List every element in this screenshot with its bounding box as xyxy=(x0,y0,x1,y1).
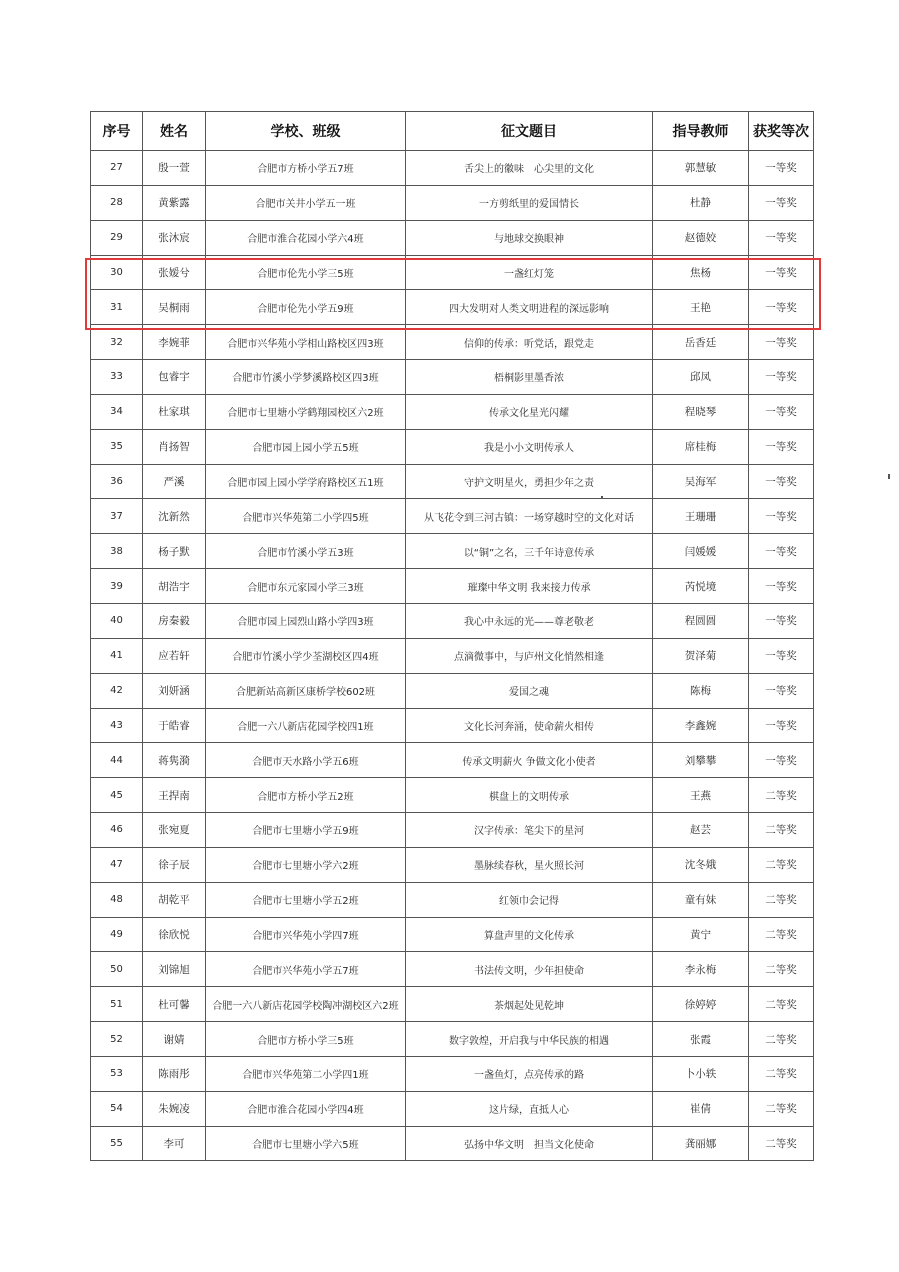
cell-name: 蒋隽漪 xyxy=(143,743,206,778)
cell-name: 刘锦旭 xyxy=(143,952,206,987)
cell-award: 二等奖 xyxy=(749,987,814,1022)
cell-school-class: 合肥市伦先小学三5班 xyxy=(206,255,406,290)
cell-name: 胡浩宇 xyxy=(143,569,206,604)
cell-award: 一等奖 xyxy=(749,394,814,429)
cell-school-class: 合肥市淮合花园小学四4班 xyxy=(206,1091,406,1126)
cell-teacher: 黄宁 xyxy=(653,917,749,952)
cell-teacher: 王珊珊 xyxy=(653,499,749,534)
cell-school-class: 合肥市伦先小学五9班 xyxy=(206,290,406,325)
table-row xyxy=(91,1022,814,1057)
cell-school-class: 合肥市淮合花园小学六4班 xyxy=(206,220,406,255)
cell-award: 二等奖 xyxy=(749,1091,814,1126)
cell-school-class: 合肥市七里塘小学鹤翔园校区六2班 xyxy=(206,394,406,429)
cell-school-class: 合肥市兴华苑小学五7班 xyxy=(206,952,406,987)
scan-speck xyxy=(888,474,890,479)
header-name: 姓名 xyxy=(143,112,206,151)
cell-essay-title: 一盏红灯笼 xyxy=(406,255,653,290)
cell-award: 二等奖 xyxy=(749,1022,814,1057)
cell-name: 李可 xyxy=(143,1126,206,1161)
cell-award: 二等奖 xyxy=(749,847,814,882)
cell-award: 一等奖 xyxy=(749,255,814,290)
cell-school-class: 合肥新站高新区康桥学校602班 xyxy=(206,673,406,708)
cell-school-class: 合肥市兴华苑第二小学四1班 xyxy=(206,1056,406,1091)
cell-no: 28 xyxy=(91,185,143,220)
header-award: 获奖等次 xyxy=(749,112,814,151)
cell-name: 张嫒兮 xyxy=(143,255,206,290)
cell-name: 朱婉凌 xyxy=(143,1091,206,1126)
cell-name: 杜家琪 xyxy=(143,394,206,429)
cell-no: 30 xyxy=(91,255,143,290)
table-row xyxy=(91,464,814,499)
cell-award: 二等奖 xyxy=(749,1056,814,1091)
cell-no: 53 xyxy=(91,1056,143,1091)
cell-essay-title: 墨脉续春秋，星火照长河 xyxy=(406,847,653,882)
cell-essay-title: 棋盘上的文明传承 xyxy=(406,778,653,813)
cell-award: 一等奖 xyxy=(749,499,814,534)
header-row xyxy=(91,112,814,151)
cell-award: 一等奖 xyxy=(749,151,814,186)
table-row xyxy=(91,813,814,848)
cell-school-class: 合肥一六八新店花园学校陶冲湖校区六2班 xyxy=(206,987,406,1022)
cell-no: 27 xyxy=(91,151,143,186)
table-row xyxy=(91,220,814,255)
cell-essay-title: 文化长河奔涌，使命薪火相传 xyxy=(406,708,653,743)
cell-name: 肖扬智 xyxy=(143,429,206,464)
cell-award: 二等奖 xyxy=(749,882,814,917)
cell-school-class: 合肥市七里塘小学五2班 xyxy=(206,882,406,917)
table-row xyxy=(91,499,814,534)
cell-name: 胡乾平 xyxy=(143,882,206,917)
cell-teacher: 陈梅 xyxy=(653,673,749,708)
cell-award: 一等奖 xyxy=(749,569,814,604)
cell-essay-title: 守护文明星火，勇担少年之责 xyxy=(406,464,653,499)
cell-school-class: 合肥市方桥小学五7班 xyxy=(206,151,406,186)
cell-essay-title: 弘扬中华文明 担当文化使命 xyxy=(406,1126,653,1161)
cell-teacher: 张霞 xyxy=(653,1022,749,1057)
table-row xyxy=(91,534,814,569)
cell-no: 44 xyxy=(91,743,143,778)
cell-no: 41 xyxy=(91,638,143,673)
cell-teacher: 赵芸 xyxy=(653,813,749,848)
cell-school-class: 合肥市兴华苑小学四7班 xyxy=(206,917,406,952)
cell-no: 49 xyxy=(91,917,143,952)
cell-name: 黄紫露 xyxy=(143,185,206,220)
table-row xyxy=(91,290,814,325)
cell-teacher: 刘攀攀 xyxy=(653,743,749,778)
cell-essay-title: 茶烟起处见乾坤 xyxy=(406,987,653,1022)
table-row xyxy=(91,255,814,290)
cell-no: 46 xyxy=(91,813,143,848)
cell-no: 31 xyxy=(91,290,143,325)
cell-award: 一等奖 xyxy=(749,185,814,220)
header-no: 序号 xyxy=(91,112,143,151)
cell-teacher: 贺泽菊 xyxy=(653,638,749,673)
cell-no: 37 xyxy=(91,499,143,534)
table-row xyxy=(91,185,814,220)
cell-name: 殷一萱 xyxy=(143,151,206,186)
cell-teacher: 邱凤 xyxy=(653,360,749,395)
cell-essay-title: 我心中永远的光——尊老敬老 xyxy=(406,603,653,638)
cell-teacher: 沈冬娥 xyxy=(653,847,749,882)
cell-no: 32 xyxy=(91,325,143,360)
cell-essay-title: 与地球交换眼神 xyxy=(406,220,653,255)
cell-teacher: 王艳 xyxy=(653,290,749,325)
cell-no: 33 xyxy=(91,360,143,395)
cell-name: 陈雨彤 xyxy=(143,1056,206,1091)
cell-teacher: 卜小轶 xyxy=(653,1056,749,1091)
cell-school-class: 合肥市七里塘小学五9班 xyxy=(206,813,406,848)
cell-award: 一等奖 xyxy=(749,534,814,569)
cell-name: 吴桐雨 xyxy=(143,290,206,325)
table-row xyxy=(91,917,814,952)
cell-award: 一等奖 xyxy=(749,429,814,464)
cell-teacher: 龚丽娜 xyxy=(653,1126,749,1161)
cell-award: 二等奖 xyxy=(749,952,814,987)
cell-no: 29 xyxy=(91,220,143,255)
cell-essay-title: 四大发明对人类文明进程的深远影响 xyxy=(406,290,653,325)
cell-award: 二等奖 xyxy=(749,917,814,952)
cell-no: 40 xyxy=(91,603,143,638)
cell-essay-title: 算盘声里的文化传承 xyxy=(406,917,653,952)
cell-award: 一等奖 xyxy=(749,708,814,743)
cell-teacher: 李永梅 xyxy=(653,952,749,987)
cell-teacher: 赵德姣 xyxy=(653,220,749,255)
cell-name: 徐欣悦 xyxy=(143,917,206,952)
table-row xyxy=(91,708,814,743)
cell-school-class: 合肥市七里塘小学六2班 xyxy=(206,847,406,882)
cell-school-class: 合肥市东元家园小学三3班 xyxy=(206,569,406,604)
cell-name: 王捍南 xyxy=(143,778,206,813)
cell-award: 一等奖 xyxy=(749,325,814,360)
table-row xyxy=(91,1056,814,1091)
cell-no: 48 xyxy=(91,882,143,917)
cell-school-class: 合肥市方桥小学三5班 xyxy=(206,1022,406,1057)
cell-school-class: 合肥市竹溪小学梦溪路校区四3班 xyxy=(206,360,406,395)
cell-no: 43 xyxy=(91,708,143,743)
cell-award: 二等奖 xyxy=(749,778,814,813)
cell-no: 52 xyxy=(91,1022,143,1057)
cell-teacher: 吴海军 xyxy=(653,464,749,499)
cell-essay-title: 一盏鱼灯，点亮传承的路 xyxy=(406,1056,653,1091)
cell-teacher: 童有妹 xyxy=(653,882,749,917)
cell-essay-title: 梧桐影里墨香浓 xyxy=(406,360,653,395)
cell-school-class: 合肥市兴华苑小学相山路校区四3班 xyxy=(206,325,406,360)
cell-essay-title: 书法传文明，少年担使命 xyxy=(406,952,653,987)
cell-teacher: 崔倩 xyxy=(653,1091,749,1126)
cell-name: 张沐宸 xyxy=(143,220,206,255)
cell-teacher: 杜静 xyxy=(653,185,749,220)
cell-name: 谢婧 xyxy=(143,1022,206,1057)
cell-award: 二等奖 xyxy=(749,813,814,848)
table-row xyxy=(91,847,814,882)
cell-no: 38 xyxy=(91,534,143,569)
table-row xyxy=(91,603,814,638)
cell-school-class: 合肥市园上园小学学府路校区五1班 xyxy=(206,464,406,499)
cell-school-class: 合肥市园上园小学五5班 xyxy=(206,429,406,464)
cell-no: 47 xyxy=(91,847,143,882)
table-row xyxy=(91,987,814,1022)
cell-no: 34 xyxy=(91,394,143,429)
cell-award: 一等奖 xyxy=(749,638,814,673)
cell-award: 一等奖 xyxy=(749,673,814,708)
cell-no: 35 xyxy=(91,429,143,464)
table-row xyxy=(91,569,814,604)
table-row xyxy=(91,778,814,813)
cell-name: 房秦毅 xyxy=(143,603,206,638)
cell-teacher: 岳香廷 xyxy=(653,325,749,360)
cell-teacher: 席桂梅 xyxy=(653,429,749,464)
cell-no: 42 xyxy=(91,673,143,708)
cell-teacher: 焦杨 xyxy=(653,255,749,290)
header-essay-title: 征文题目 xyxy=(406,112,653,151)
table-row xyxy=(91,673,814,708)
cell-name: 杨子默 xyxy=(143,534,206,569)
cell-award: 一等奖 xyxy=(749,220,814,255)
cell-name: 张宛夏 xyxy=(143,813,206,848)
cell-essay-title: 舌尖上的徽味 心尖里的文化 xyxy=(406,151,653,186)
header-teacher: 指导教师 xyxy=(653,112,749,151)
cell-school-class: 合肥市方桥小学五2班 xyxy=(206,778,406,813)
cell-award: 一等奖 xyxy=(749,290,814,325)
table-row xyxy=(91,360,814,395)
cell-essay-title: 红领巾会记得 xyxy=(406,882,653,917)
cell-teacher: 闫媛媛 xyxy=(653,534,749,569)
cell-award: 一等奖 xyxy=(749,360,814,395)
cell-name: 徐子辰 xyxy=(143,847,206,882)
table-row xyxy=(91,638,814,673)
cell-name: 于皓睿 xyxy=(143,708,206,743)
cell-essay-title: 一方剪纸里的爱国情长 xyxy=(406,185,653,220)
cell-name: 刘妍涵 xyxy=(143,673,206,708)
cell-no: 51 xyxy=(91,987,143,1022)
cell-essay-title: 我是小小文明传承人 xyxy=(406,429,653,464)
award-table xyxy=(90,111,814,1161)
cell-award: 一等奖 xyxy=(749,603,814,638)
cell-essay-title: 数字敦煌，开启我与中华民族的相遇 xyxy=(406,1022,653,1057)
table-row xyxy=(91,882,814,917)
cell-teacher: 程圆圆 xyxy=(653,603,749,638)
table-row xyxy=(91,394,814,429)
cell-essay-title: 传承文化星光闪耀 xyxy=(406,394,653,429)
table-row xyxy=(91,151,814,186)
cell-award: 二等奖 xyxy=(749,1126,814,1161)
cell-school-class: 合肥市园上园烈山路小学四3班 xyxy=(206,603,406,638)
table-row xyxy=(91,325,814,360)
cell-school-class: 合肥市竹溪小学五3班 xyxy=(206,534,406,569)
cell-teacher: 程晓琴 xyxy=(653,394,749,429)
cell-teacher: 李鑫婉 xyxy=(653,708,749,743)
table-row xyxy=(91,1091,814,1126)
cell-award: 一等奖 xyxy=(749,464,814,499)
cell-school-class: 合肥市兴华苑第二小学四5班 xyxy=(206,499,406,534)
cell-school-class: 合肥市天水路小学五6班 xyxy=(206,743,406,778)
cell-essay-title: 信仰的传承：听党话，跟党走 xyxy=(406,325,653,360)
cell-school-class: 合肥市竹溪小学少荃湖校区四4班 xyxy=(206,638,406,673)
cell-essay-title: 传承文明薪火 争做文化小使者 xyxy=(406,743,653,778)
table-row xyxy=(91,429,814,464)
cell-no: 50 xyxy=(91,952,143,987)
cell-school-class: 合肥市关井小学五一班 xyxy=(206,185,406,220)
table-row xyxy=(91,1126,814,1161)
cell-essay-title: 汉字传承：笔尖下的星河 xyxy=(406,813,653,848)
cell-no: 55 xyxy=(91,1126,143,1161)
cell-teacher: 王燕 xyxy=(653,778,749,813)
cell-name: 严溪 xyxy=(143,464,206,499)
cell-teacher: 芮悦境 xyxy=(653,569,749,604)
cell-award: 一等奖 xyxy=(749,743,814,778)
cell-essay-title: 璀璨中华文明 我来接力传承 xyxy=(406,569,653,604)
table-row xyxy=(91,952,814,987)
cell-essay-title: 以“铜”之名，三千年诗意传承 xyxy=(406,534,653,569)
cell-name: 李婉菲 xyxy=(143,325,206,360)
cell-name: 包睿宇 xyxy=(143,360,206,395)
cell-essay-title: 从飞花令到三河古镇：一场穿越时空的文化对话 xyxy=(406,499,653,534)
cell-essay-title: 这片绿，直抵人心 xyxy=(406,1091,653,1126)
cell-name: 杜可馨 xyxy=(143,987,206,1022)
cell-no: 45 xyxy=(91,778,143,813)
header-school-class: 学校、班级 xyxy=(206,112,406,151)
cell-essay-title: 爱国之魂 xyxy=(406,673,653,708)
cell-name: 沈新然 xyxy=(143,499,206,534)
cell-no: 39 xyxy=(91,569,143,604)
cell-no: 54 xyxy=(91,1091,143,1126)
cell-teacher: 郭慧敏 xyxy=(653,151,749,186)
table-row xyxy=(91,743,814,778)
cell-no: 36 xyxy=(91,464,143,499)
scan-speck xyxy=(601,496,603,498)
cell-teacher: 徐婷婷 xyxy=(653,987,749,1022)
cell-school-class: 合肥一六八新店花园学校四1班 xyxy=(206,708,406,743)
cell-essay-title: 点滴微事中，与庐州文化悄然相逢 xyxy=(406,638,653,673)
cell-name: 应若轩 xyxy=(143,638,206,673)
cell-school-class: 合肥市七里塘小学六5班 xyxy=(206,1126,406,1161)
